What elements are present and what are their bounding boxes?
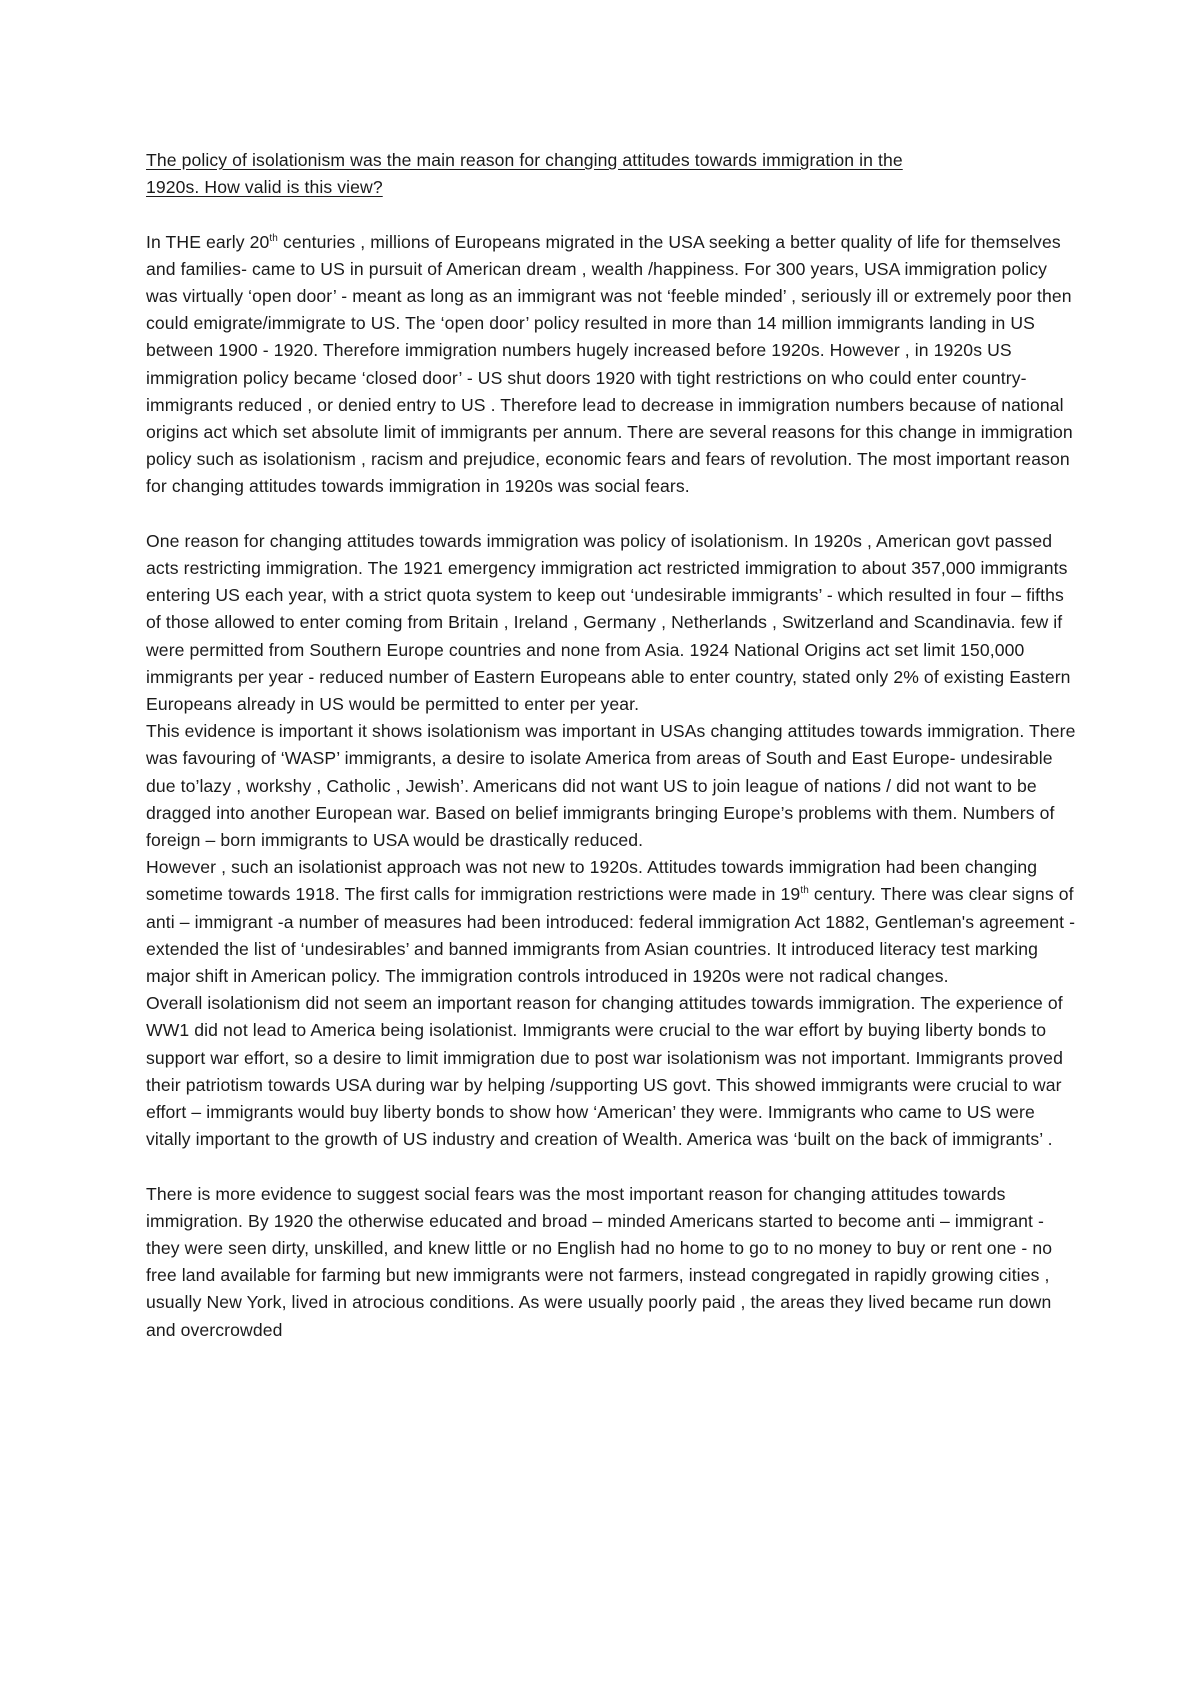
- counter-text-start: However , such an isolationist approach was not new to 1920s. Attitudes towards immigration had been changing sometime towards 1918. The first calls for immigration restrictions were made in 19: [146, 857, 1038, 905]
- essay-title-line-2: 1920s. How valid is this view?: [146, 177, 383, 198]
- ordinal-suffix: th: [800, 885, 809, 897]
- essay-title-line-1: The policy of isolationism was the main reason for changing attitudes towards immigration in the: [146, 150, 903, 170]
- intro-text-rest: centuries , millions of Europeans migrated in the USA seeking a better quality of life for themselves and families- came to US in pursuit of American dream , wealth /happiness. For 300 years, USA immigration policy was virtually ‘open door’ - meant as long as an immigrant was not ‘feeble minded’ , seriously ill or extremely poor then could emigrate/immigrate to US. The ‘open door’ policy resulted in more than 14 million immigrants landing in US between 1900 - 1920. Therefore immigration numbers hugely increased before 1920s. However , in 1920s US immigration policy became ‘closed door’ - US shut doors 1920 with tight restrictions on who could enter country- immigrants reduced , or denied entry to US . Therefore lead to decrease in immigration numbers because of national origins act which set absolute limit of immigrants per annum. There are several reasons for this change in immigration policy such as isolationism , racism and prejudice, economic fears and fears of revolution. The most important reason for changing attitudes towards immigration in 1920s was social fears.: [146, 231, 1073, 497]
- ordinal-suffix: th: [269, 232, 278, 244]
- paragraph-spacer: [146, 501, 1076, 528]
- paragraph-counterargument: [146, 854, 1076, 990]
- paragraph-evidence: This evidence is important it shows isolationism was important in USAs changing attitudes towards immigration. There was favouring of ‘WASP’ immigrants, a desire to isolate America from areas of South and East Europe- undesirable due to’lazy , workshy , Catholic , Jewish’. Americans did not want US to join league of nations / did not want to be dragged into another European war. Based on belief immigrants bringing Europe’s problems with them. Numbers of foreign – born immigrants to USA would be drastically reduced.: [146, 721, 1076, 851]
- paragraph-spacer: [146, 1153, 1076, 1180]
- counter-text-rest: century. There was clear signs of anti – immigrant -a number of measures had been introduced: federal immigration Act 1882, Gentleman's agreement -extended the list of ‘undesirables’ and banned immigrants from Asian countries. It introduced literacy test marking major shift in American policy. The immigration controls introduced in 1920s were not radical changes.: [146, 884, 1076, 987]
- paragraph-isolationism: One reason for changing attitudes towards immigration was policy of isolationism. In 1920s , American govt passed acts restricting immigration. The 1921 emergency immigration act restricted immigration to about 357,000 immigrants entering US each year, with a strict quota system to keep out ‘undesirable immigrants’ - which resulted in four – fifths of those allowed to enter coming from Britain , Ireland , Germany , Netherlands , Switzerland and Scandinavia. few if were permitted from Southern Europe countries and none from Asia. 1924 National Origins act set limit 150,000 immigrants per year - reduced number of Eastern Europeans able to enter country, stated only 2% of existing Eastern Europeans already in US would be permitted to enter per year.: [146, 530, 1071, 715]
- essay-title: [146, 147, 1076, 201]
- paragraph-introduction: [146, 229, 1076, 501]
- intro-text-start: In THE early 20: [146, 231, 270, 252]
- paragraph-overall: Overall isolationism did not seem an important reason for changing attitudes towards immigration. The experience of WW1 did not lead to America being isolationist. Immigrants were crucial to the war effort by buying liberty bonds to support war effort, so a desire to limit immigration due to post war isolationism was not important. Immigrants proved their patriotism towards USA during war by helping /supporting US govt. This showed immigrants were crucial to war effort – immigrants would buy liberty bonds to show how ‘American’ they were. Immigrants who came to US were vitally important to the growth of US industry and creation of Wealth. America was ‘built on the back of immigrants’ .: [146, 993, 1063, 1150]
- document-body: [146, 147, 1076, 1344]
- paragraph-social-fears: There is more evidence to suggest social fears was the most important reason for changing attitudes towards immigration. By 1920 the otherwise educated and broad – minded Americans started to become anti – immigrant - they were seen dirty, unskilled, and knew little or no English had no home to go to no money to buy or rent one - no free land available for farming but new immigrants were not farmers, instead congregated in rapidly growing cities , usually New York, lived in atrocious conditions. As were usually poorly paid , the areas they lived became run down and overcrowded: [146, 1183, 1053, 1340]
